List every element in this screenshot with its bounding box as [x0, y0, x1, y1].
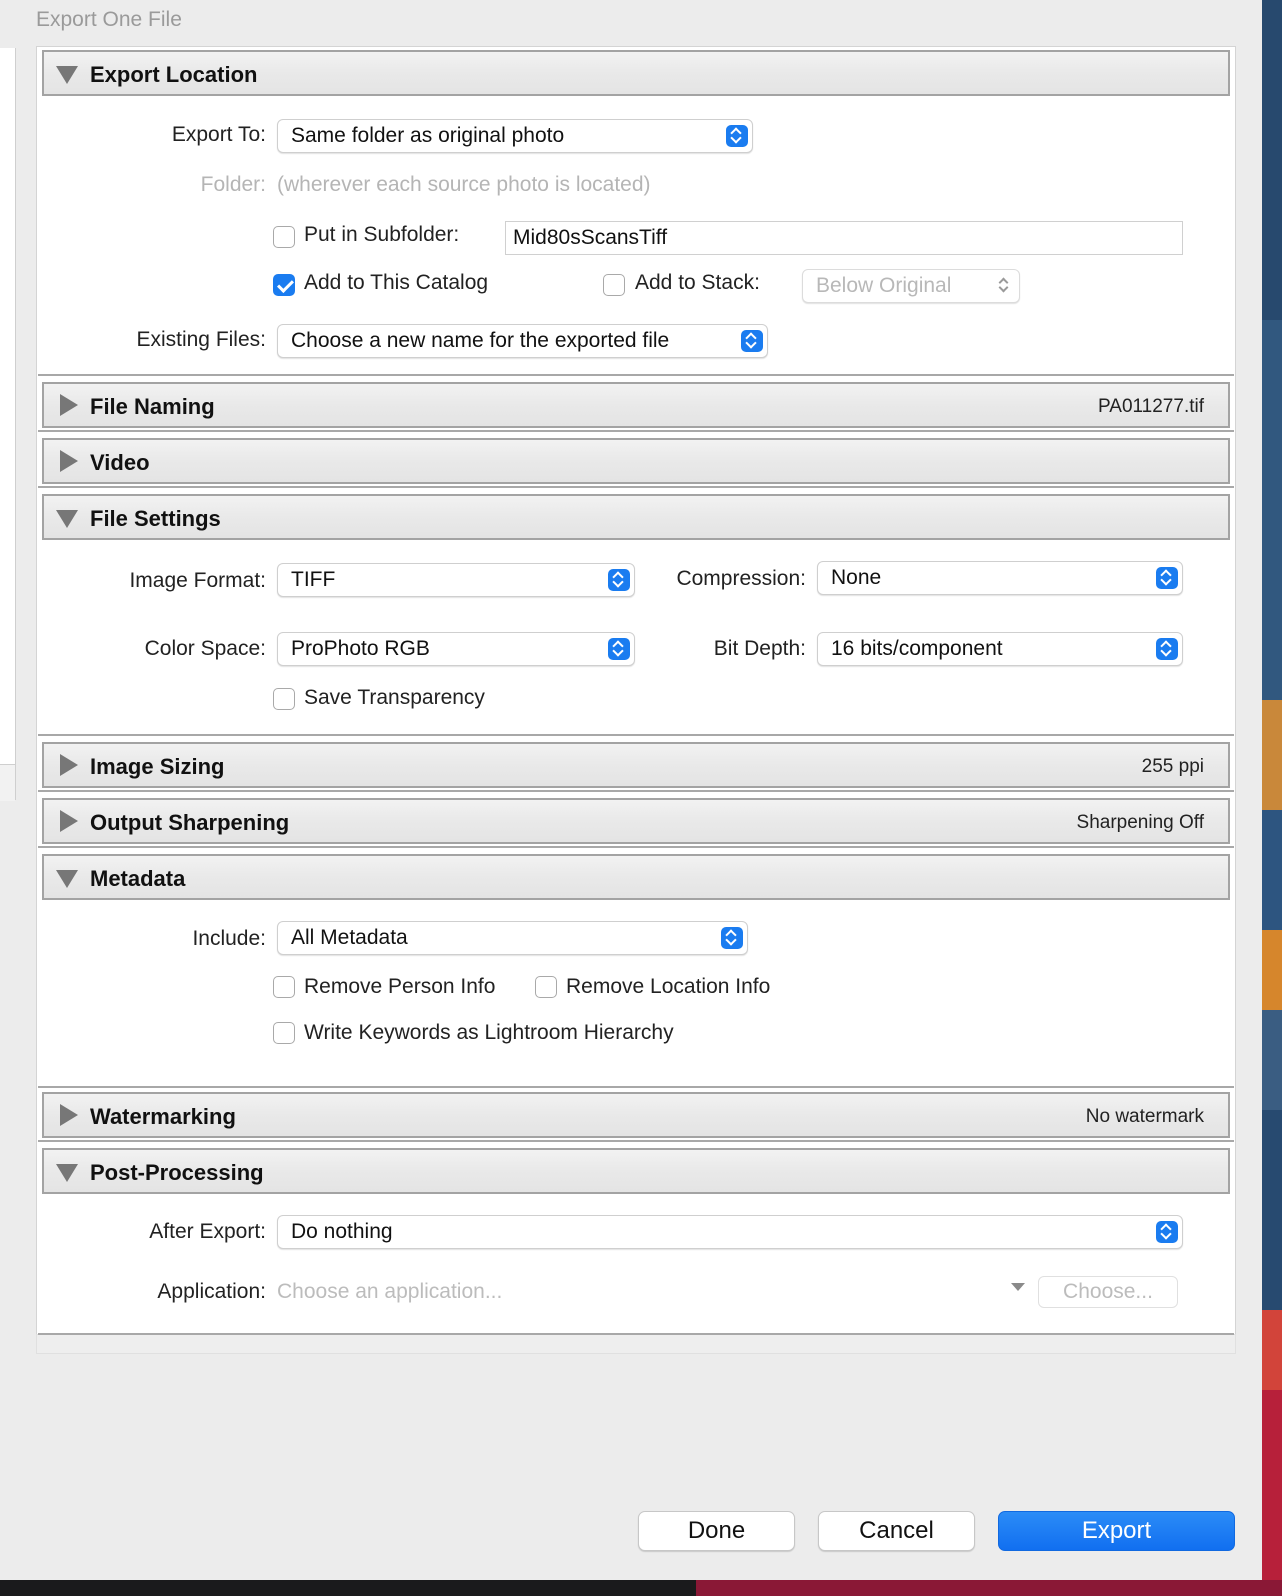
background-window-strip	[1262, 0, 1282, 1596]
section-file-settings[interactable]	[42, 494, 1230, 540]
remove-person-info-label: Remove Person Info	[304, 975, 496, 998]
color-space-select[interactable]: ProPhoto RGB	[277, 632, 635, 666]
bit-depth-select[interactable]: 16 bits/component	[817, 632, 1183, 666]
section-divider	[38, 486, 1234, 488]
existing-files-label: Existing Files:	[136, 328, 266, 351]
section-divider	[38, 430, 1234, 432]
section-divider	[38, 1086, 1234, 1088]
disclosure-triangle-down-icon[interactable]	[56, 1164, 78, 1182]
disclosure-triangle-down-icon[interactable]	[56, 66, 78, 84]
after-export-label: After Export:	[149, 1220, 266, 1243]
include-metadata-select[interactable]: All Metadata	[277, 921, 748, 955]
section-title: File Settings	[90, 506, 221, 531]
chevron-down-icon[interactable]	[1011, 1283, 1025, 1291]
stack-position-select[interactable]: Below Original	[802, 269, 1020, 303]
disclosure-triangle-right-icon[interactable]	[60, 450, 78, 472]
panel-bottom-divider	[38, 1333, 1234, 1335]
section-watermarking[interactable]	[42, 1092, 1230, 1138]
remove-person-info-checkbox[interactable]	[273, 976, 295, 998]
section-output-sharpening[interactable]	[42, 798, 1230, 844]
export-to-label: Export To:	[171, 123, 266, 146]
put-in-subfolder-checkbox[interactable]	[273, 226, 295, 248]
choose-application-button[interactable]: Choose...	[1038, 1276, 1178, 1308]
section-divider	[38, 374, 1234, 376]
popup-stepper-icon	[741, 330, 763, 352]
section-file-naming[interactable]	[42, 382, 1230, 428]
section-divider	[38, 846, 1234, 848]
image-format-select[interactable]: TIFF	[277, 563, 635, 597]
section-title: Output Sharpening	[90, 810, 290, 835]
popup-stepper-icon	[726, 125, 748, 147]
section-divider	[38, 1140, 1234, 1142]
cancel-button[interactable]: Cancel	[818, 1511, 975, 1551]
section-title: Video	[90, 450, 150, 475]
add-to-catalog-label: Add to This Catalog	[304, 271, 489, 294]
after-export-select[interactable]: Do nothing	[277, 1215, 1183, 1249]
disclosure-triangle-right-icon[interactable]	[60, 810, 78, 832]
section-summary: PA011277.tif	[1098, 396, 1204, 417]
section-summary: Sharpening Off	[1076, 812, 1204, 833]
folder-label: Folder:	[200, 173, 266, 196]
section-title: Image Sizing	[90, 754, 225, 779]
include-label: Include:	[192, 927, 266, 950]
popup-stepper-icon	[608, 638, 630, 660]
side-preset-panel-edge	[0, 48, 16, 800]
background-dock-strip	[0, 1580, 1282, 1596]
disclosure-triangle-right-icon[interactable]	[60, 394, 78, 416]
add-to-stack-checkbox[interactable]	[603, 274, 625, 296]
section-title: Metadata	[90, 866, 186, 891]
section-metadata[interactable]	[42, 854, 1230, 900]
bit-depth-label: Bit Depth:	[713, 637, 806, 660]
section-export-location[interactable]	[42, 50, 1230, 96]
disclosure-triangle-right-icon[interactable]	[60, 1104, 78, 1126]
section-divider	[38, 734, 1234, 736]
export-to-select[interactable]: Same folder as original photo	[277, 119, 753, 153]
popup-stepper-icon	[608, 569, 630, 591]
popup-stepper-icon	[1156, 1221, 1178, 1243]
compression-label: Compression:	[676, 567, 806, 590]
color-space-label: Color Space:	[144, 637, 266, 660]
section-summary: 255 ppi	[1141, 756, 1204, 777]
section-post-processing[interactable]	[42, 1148, 1230, 1194]
application-label: Application:	[157, 1280, 266, 1303]
done-button[interactable]: Done	[638, 1511, 795, 1551]
existing-files-select[interactable]: Choose a new name for the exported file	[277, 324, 768, 358]
save-transparency-label: Save Transparency	[304, 686, 485, 709]
add-to-stack-label: Add to Stack:	[635, 271, 760, 294]
popup-stepper-icon	[721, 927, 743, 949]
remove-location-info-label: Remove Location Info	[566, 975, 771, 998]
section-title: Export Location	[90, 62, 258, 87]
section-title: File Naming	[90, 394, 215, 419]
export-button[interactable]: Export	[998, 1511, 1235, 1551]
disclosure-triangle-down-icon[interactable]	[56, 510, 78, 528]
window-title: Export One File	[36, 8, 182, 31]
section-title: Post-Processing	[90, 1160, 264, 1185]
compression-select[interactable]: None	[817, 561, 1183, 595]
write-keywords-label: Write Keywords as Lightroom Hierarchy	[304, 1021, 674, 1044]
panel-scroll-footer	[36, 1334, 1236, 1354]
application-combo-input[interactable]: Choose an application...	[277, 1280, 503, 1303]
section-title: Watermarking	[90, 1104, 236, 1129]
remove-location-info-checkbox[interactable]	[535, 976, 557, 998]
add-to-catalog-checkbox[interactable]	[273, 274, 295, 296]
disclosure-triangle-right-icon[interactable]	[60, 754, 78, 776]
section-video[interactable]	[42, 438, 1230, 484]
section-image-sizing[interactable]	[42, 742, 1230, 788]
section-divider	[38, 790, 1234, 792]
section-summary: No watermark	[1085, 1106, 1204, 1127]
popup-stepper-icon	[993, 275, 1015, 297]
save-transparency-checkbox[interactable]	[273, 688, 295, 710]
write-keywords-checkbox[interactable]	[273, 1022, 295, 1044]
folder-value: (wherever each source photo is located)	[277, 173, 651, 196]
put-in-subfolder-label: Put in Subfolder:	[304, 223, 460, 246]
disclosure-triangle-down-icon[interactable]	[56, 870, 78, 888]
image-format-label: Image Format:	[129, 569, 266, 592]
subfolder-name-input[interactable]: Mid80sScansTiff	[505, 221, 1183, 255]
popup-stepper-icon	[1156, 638, 1178, 660]
popup-stepper-icon	[1156, 567, 1178, 589]
